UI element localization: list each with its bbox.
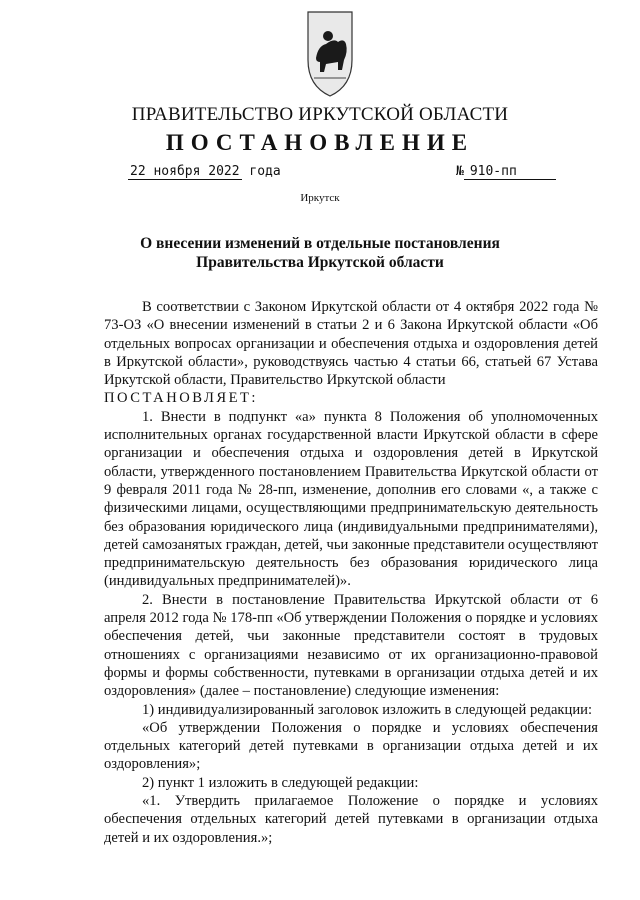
document-date (128, 164, 281, 180)
number-prefix: № (456, 164, 464, 179)
document-subject: О внесении изменений в отдельные постановления Правительства Иркутской области (140, 235, 500, 271)
document-type-title: ПОСТАНОВЛЕНИЕ (165, 130, 475, 155)
document-body (104, 298, 598, 847)
document-number (456, 164, 556, 180)
paragraph-preamble: В соответствии с Законом Иркутской области от 4 октября 2022 года № 73-ОЗ «О внесении изменений в статьи 2 и 6 Закона Иркутской области «Об отдельных вопросах организации и обеспечения отдыха и оздоровления детей в Иркутской области», руководствуясь частью 4 статьи 66, статьей 67 Устава Иркутской области, Правительство Иркутской области (104, 299, 598, 389)
paragraph-subitem-1-text: «Об утверждении Положения о порядке и условиях обеспечения отдельных категорий детей путевками в организации отдыха детей и их оздоровления»; (104, 719, 598, 773)
coat-of-arms-icon (304, 8, 356, 100)
number-value: 910-пп (464, 164, 556, 180)
paragraph-resolves: ПОСТАНОВЛЯЕТ: (104, 390, 258, 407)
paragraph-subitem-2-text: «1. Утвердить прилагаемое Положение о порядке и условиях обеспечения отдельных категорий детей путевками в организации отдыха детей и их оздоровления.»; (104, 793, 598, 846)
date-value: 22 ноября 2022 (130, 164, 240, 179)
paragraph-item-2: 2. Внести в постановление Правительства Иркутской области от 6 апреля 2012 года № 178-пп «Об утверждении Положения о порядке и условиях обеспечения детей, чьи законные представители состоят в трудовых отношениях с организациями независимо от их организационно-правовой формы и формы собственности, путевками в организации отдыха детей и их оздоровления» (далее – постановление) следующие изменения: (104, 591, 598, 700)
paragraph-item-1: 1. Внести в подпункт «а» пункта 8 Положения об уполномоченных исполнительных органах государственной власти Иркутской области в сфере организации и обеспечения отдыха и оздоровления детей в Иркутской области, утвержденного постановлением Правительства Иркутской области от 9 февраля 2011 года № 28-пп, изменение, дополнив его словами «, а также с физическими лицами, осуществляющими предпринимательскую деятельность без образования юридического лица (индивидуальными предпринимателями), детей самозанятых граждан, детей, чьи законные представители осуществляют предпринимательскую деятельность без образования юридического лица (индивидуальных предпринимателей)». (104, 408, 598, 590)
paragraph-subitem-2: 2) пункт 1 изложить в следующей редакции: (142, 774, 419, 791)
paragraph-subitem-1: 1) индивидуализированный заголовок изложить в следующей редакции: (142, 701, 592, 718)
date-suffix: года (249, 164, 281, 179)
city-name: Иркутск (300, 192, 340, 204)
government-name: ПРАВИТЕЛЬСТВО ИРКУТСКОЙ ОБЛАСТИ (131, 104, 509, 125)
